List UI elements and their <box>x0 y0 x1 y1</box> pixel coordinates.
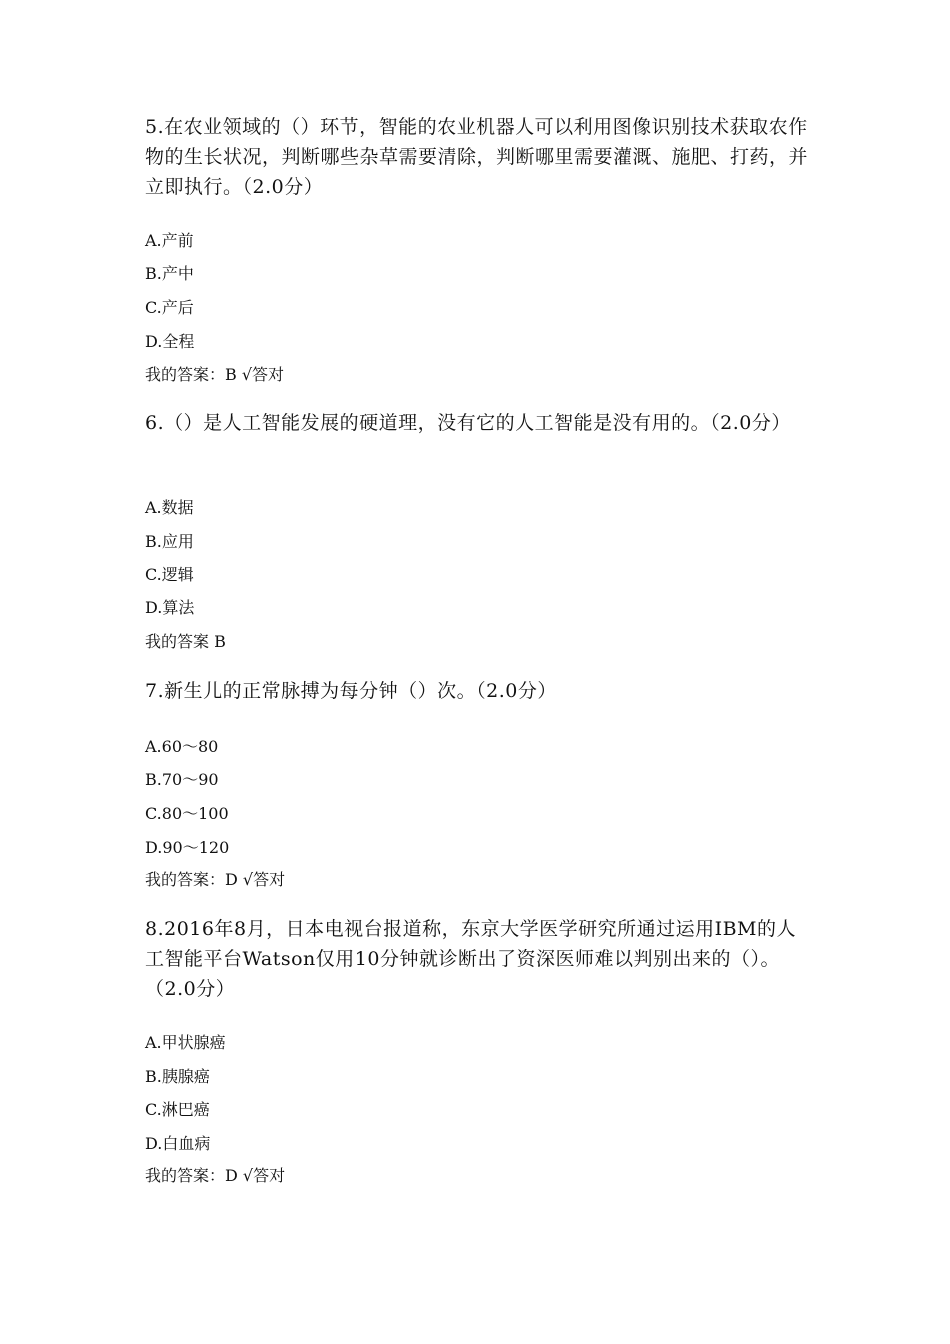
question-6-text: 6.（）是人工智能发展的硬道理，没有它的人工智能是没有用的。（2.0分） <box>145 412 791 434</box>
question-7-answer: 我的答案：D √答对 <box>145 870 286 889</box>
question-8-option-c: C.淋巴癌 <box>145 1100 210 1119</box>
question-7-option-a: A.60～80 <box>145 737 219 756</box>
question-7-option-d: D.90～120 <box>145 838 230 857</box>
question-7-option-c: C.80～100 <box>145 804 229 823</box>
question-8-option-d: D.白血病 <box>145 1134 211 1153</box>
question-8-option-b: B.胰腺癌 <box>145 1067 210 1086</box>
question-7-option-b: B.70～90 <box>145 770 219 789</box>
question-5-option-d: D.全程 <box>145 332 195 351</box>
question-8-text: 8.2016年8月，日本电视台报道称，东京大学医学研究所通过运用IBM的人工智能平台Watson仅用10分钟就诊断出了资深医师难以判别出来的（）。（2.0分） <box>145 918 796 1000</box>
question-5-option-a: A.产前 <box>145 231 194 250</box>
question-8-answer: 我的答案：D √答对 <box>145 1166 286 1185</box>
question-6-option-d: D.算法 <box>145 598 195 617</box>
question-6-option-c: C.逻辑 <box>145 565 194 584</box>
question-6-option-b: B.应用 <box>145 532 194 551</box>
question-8-option-a: A.甲状腺癌 <box>145 1033 226 1052</box>
question-7-text: 7.新生儿的正常脉搏为每分钟（）次。（2.0分） <box>145 680 557 702</box>
question-5-answer: 我的答案：B √答对 <box>145 365 285 384</box>
question-5-text: 5.在农业领域的（）环节，智能的农业机器人可以利用图像识别技术获取农作物的生长状况，判断哪些杂草需要清除，判断哪里需要灌溉、施肥、打药，并立即执行。（2.0分） <box>145 116 809 198</box>
question-5-option-c: C.产后 <box>145 298 194 317</box>
question-6-answer: 我的答案 B <box>145 632 226 651</box>
question-6-option-a: A.数据 <box>145 498 194 517</box>
question-5-option-b: B.产中 <box>145 264 194 283</box>
